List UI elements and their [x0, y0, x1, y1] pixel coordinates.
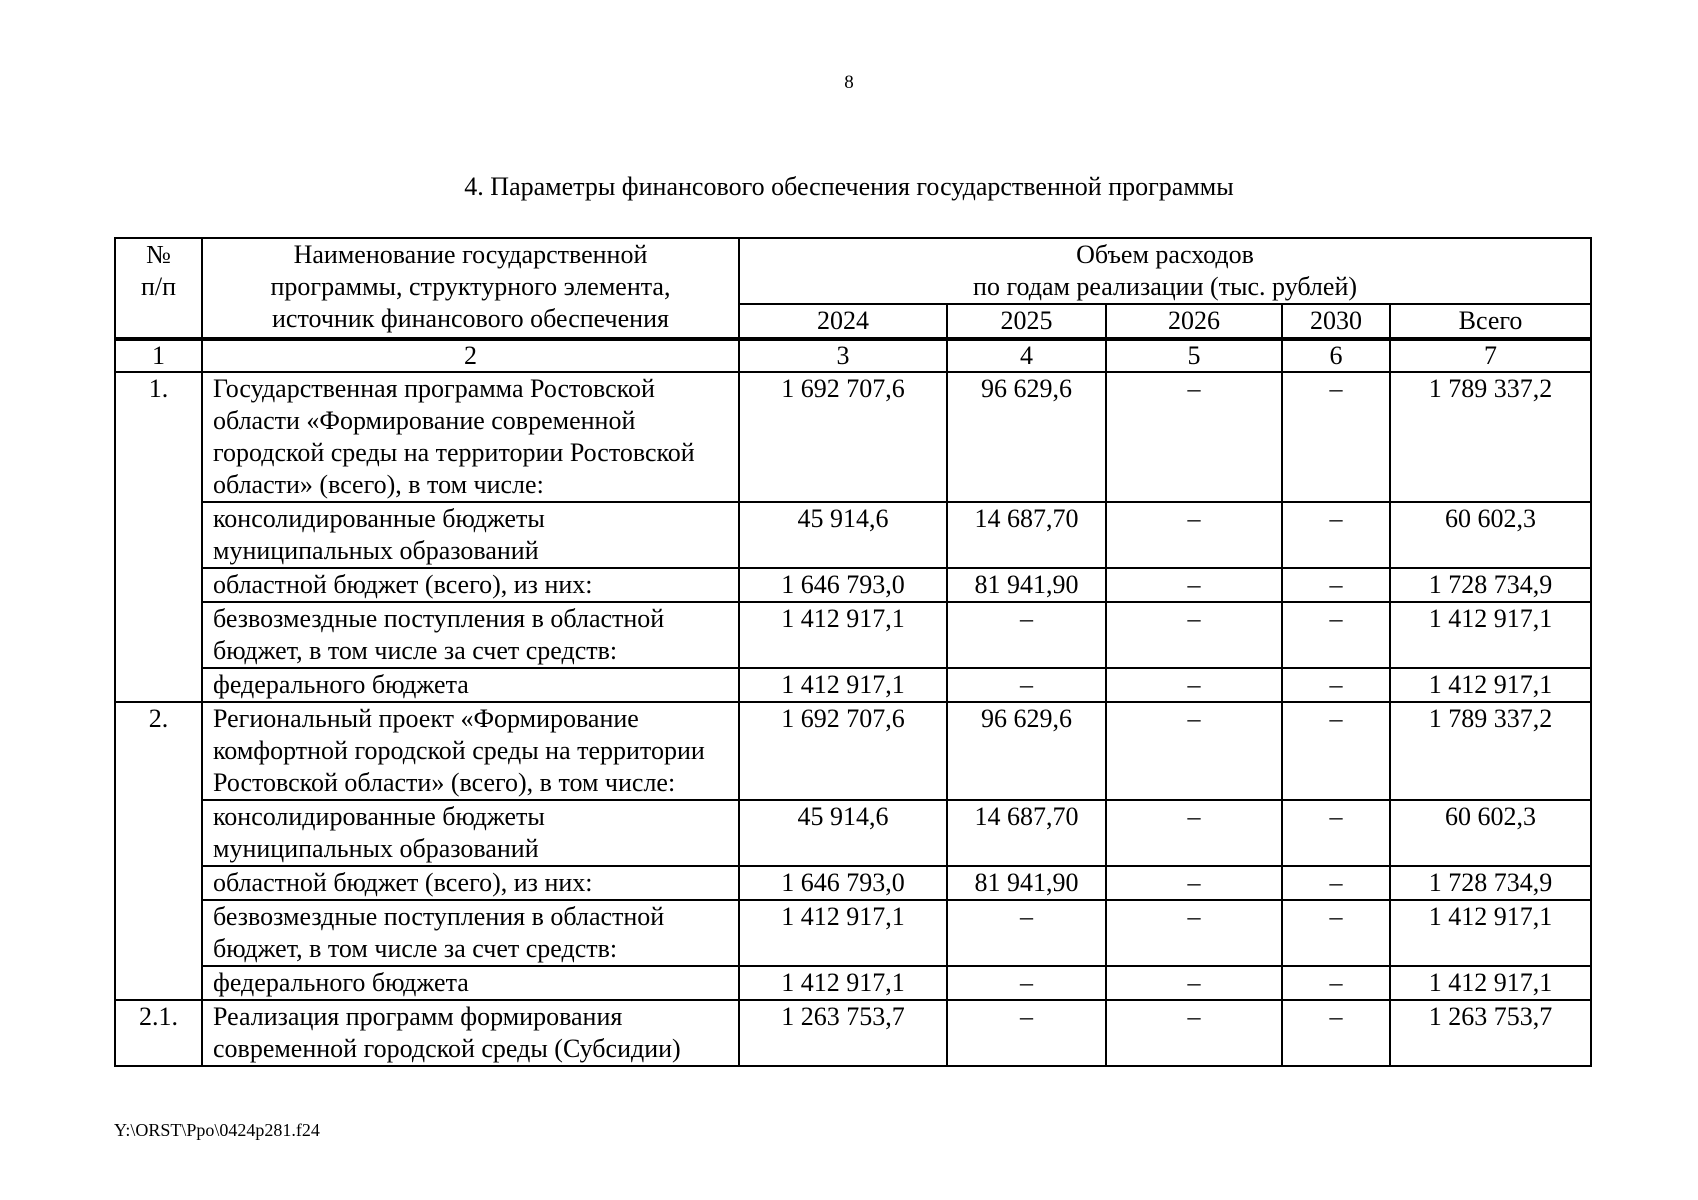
header-name-line: Наименование государственной — [293, 240, 648, 269]
row-year-value: 96 629,6 — [947, 702, 1106, 800]
row-year-value: 1 692 707,6 — [739, 702, 947, 800]
header-num-line: п/п — [140, 272, 177, 301]
header-name-line: источник финансового обеспечения — [272, 304, 669, 333]
row-year-value: 45 914,6 — [739, 800, 947, 866]
header-year: 2030 — [1282, 304, 1390, 339]
header-name — [202, 238, 739, 339]
row-year-value: – — [1106, 502, 1282, 568]
column-numbers-row — [115, 339, 1591, 372]
row-year-value: – — [1282, 372, 1390, 502]
column-number: 2 — [202, 339, 739, 372]
row-year-value: 1 646 793,0 — [739, 568, 947, 602]
row-year-value: 45 914,6 — [739, 502, 947, 568]
page-number: 8 — [844, 72, 854, 93]
row-name: консолидированные бюджеты муниципальных образований — [202, 800, 739, 866]
row-year-value: 14 687,70 — [947, 800, 1106, 866]
row-year-value: – — [1106, 966, 1282, 1000]
row-total-value: 1 728 734,9 — [1390, 866, 1591, 900]
row-year-value: – — [1282, 502, 1390, 568]
table-row — [115, 866, 1591, 900]
row-year-value: – — [1282, 568, 1390, 602]
row-year-value: 1 412 917,1 — [739, 900, 947, 966]
row-name: безвозмездные поступления в областной бюджет, в том числе за счет средств: — [202, 900, 739, 966]
row-name: Государственная программа Ростовской области «Формирование современной городской среды на территории Ростовской области» (всего), в том числе: — [202, 372, 739, 502]
row-year-value: – — [947, 1000, 1106, 1066]
row-total-value: 1 728 734,9 — [1390, 568, 1591, 602]
header-num-line: № — [146, 240, 171, 269]
table-row — [115, 1000, 1591, 1066]
row-year-value: 1 412 917,1 — [739, 668, 947, 702]
row-year-value: – — [1282, 668, 1390, 702]
column-number: 4 — [947, 339, 1106, 372]
row-year-value: – — [1282, 602, 1390, 668]
row-year-value: – — [1282, 866, 1390, 900]
table-row — [115, 702, 1591, 800]
row-name: федерального бюджета — [202, 668, 739, 702]
row-year-value: – — [947, 602, 1106, 668]
financing-table — [114, 237, 1592, 1067]
row-number: 2. — [115, 702, 202, 1000]
table-body — [115, 339, 1591, 1066]
row-year-value: – — [947, 900, 1106, 966]
row-total-value: 1 263 753,7 — [1390, 1000, 1591, 1066]
row-name: областной бюджет (всего), из них: — [202, 866, 739, 900]
row-total-value: 1 789 337,2 — [1390, 372, 1591, 502]
row-year-value: 96 629,6 — [947, 372, 1106, 502]
row-name: Реализация программ формирования современной городской среды (Субсидии) — [202, 1000, 739, 1066]
row-year-value: 14 687,70 — [947, 502, 1106, 568]
row-year-value: – — [1106, 1000, 1282, 1066]
row-total-value: 1 412 917,1 — [1390, 602, 1591, 668]
row-total-value: 1 412 917,1 — [1390, 966, 1591, 1000]
header-num — [115, 238, 202, 339]
header-year: 2025 — [947, 304, 1106, 339]
row-year-value: – — [1106, 900, 1282, 966]
row-number: 1. — [115, 372, 202, 702]
section-title: 4. Параметры финансового обеспечения государственной программы — [464, 172, 1234, 201]
row-name: федерального бюджета — [202, 966, 739, 1000]
row-total-value: 60 602,3 — [1390, 800, 1591, 866]
column-number: 3 — [739, 339, 947, 372]
row-year-value: 1 412 917,1 — [739, 602, 947, 668]
row-year-value: 81 941,90 — [947, 866, 1106, 900]
table-row — [115, 668, 1591, 702]
row-number: 2.1. — [115, 1000, 202, 1066]
row-name: безвозмездные поступления в областной бюджет, в том числе за счет средств: — [202, 602, 739, 668]
row-year-value: 1 692 707,6 — [739, 372, 947, 502]
table-row — [115, 372, 1591, 502]
row-year-value: – — [1282, 702, 1390, 800]
row-name: областной бюджет (всего), из них: — [202, 568, 739, 602]
row-year-value: – — [1282, 1000, 1390, 1066]
row-year-value: 1 412 917,1 — [739, 966, 947, 1000]
table-row — [115, 568, 1591, 602]
table-row — [115, 800, 1591, 866]
row-year-value: – — [1106, 602, 1282, 668]
row-year-value: – — [1106, 568, 1282, 602]
row-name: Региональный проект «Формирование комфортной городской среды на территории Ростовской области» (всего), в том числе: — [202, 702, 739, 800]
row-total-value: 60 602,3 — [1390, 502, 1591, 568]
footer-file-path: Y:\ORST\Ppo\0424p281.f24 — [114, 1120, 320, 1140]
column-number: 5 — [1106, 339, 1282, 372]
row-total-value: 1 789 337,2 — [1390, 702, 1591, 800]
row-year-value: – — [947, 966, 1106, 1000]
header-name-line: программы, структурного элемента, — [270, 272, 671, 301]
row-year-value: 1 646 793,0 — [739, 866, 947, 900]
row-total-value: 1 412 917,1 — [1390, 900, 1591, 966]
row-year-value: – — [1106, 702, 1282, 800]
row-year-value: – — [1106, 866, 1282, 900]
column-number: 6 — [1282, 339, 1390, 372]
row-year-value: 81 941,90 — [947, 568, 1106, 602]
row-year-value: – — [947, 668, 1106, 702]
row-year-value: – — [1106, 800, 1282, 866]
header-year: 2024 — [739, 304, 947, 339]
row-year-value: – — [1282, 900, 1390, 966]
table-row — [115, 602, 1591, 668]
header-volume-line: Объем расходов — [1076, 240, 1254, 269]
table-row — [115, 502, 1591, 568]
header-total: Всего — [1390, 304, 1591, 339]
column-number: 7 — [1390, 339, 1591, 372]
row-year-value: – — [1106, 668, 1282, 702]
row-name: консолидированные бюджеты муниципальных образований — [202, 502, 739, 568]
row-total-value: 1 412 917,1 — [1390, 668, 1591, 702]
header-volume-line: по годам реализации (тыс. рублей) — [973, 272, 1358, 301]
header-row-1 — [115, 238, 1591, 304]
row-year-value: – — [1282, 800, 1390, 866]
row-year-value: – — [1282, 966, 1390, 1000]
row-year-value: 1 263 753,7 — [739, 1000, 947, 1066]
header-year: 2026 — [1106, 304, 1282, 339]
header-volume — [739, 238, 1591, 304]
row-year-value: – — [1106, 372, 1282, 502]
table-row — [115, 966, 1591, 1000]
table-row — [115, 900, 1591, 966]
column-number: 1 — [115, 339, 202, 372]
